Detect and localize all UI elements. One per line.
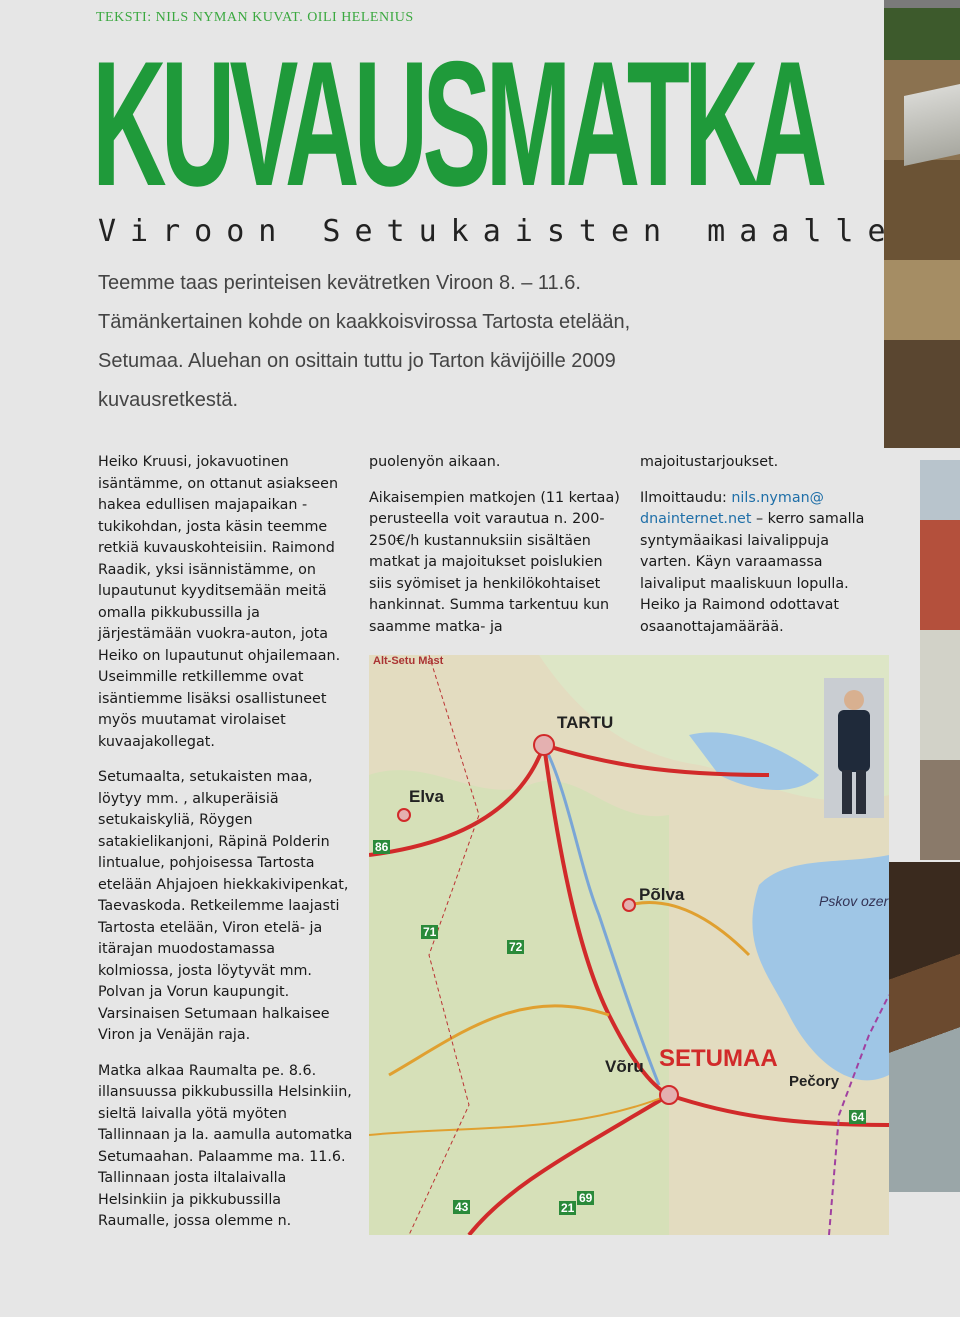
road-number: 71 xyxy=(423,925,437,939)
body-paragraph: puolenyön aikaan. xyxy=(369,454,501,470)
article-subtitle: Viroon Setukaisten maalle xyxy=(98,214,900,249)
article-credits: TEKSTI: NILS NYMAN KUVAT. OILI HELENIUS xyxy=(96,10,414,25)
map-label-lake: Pskov ozer xyxy=(819,893,889,909)
map-label-top: Alt-Setu Mast xyxy=(373,655,444,667)
road-number: 72 xyxy=(509,940,523,954)
body-paragraph: Aikaisempien matkojen (11 kertaa) perusteella voit varautua n. 200-250€/h kustannuksiin sisältäen matkat ja majoitukset poislukien siis syömiset ja henkilökohtaiset hankinnat. Summa tarkentuu kun saamme matka- ja xyxy=(369,489,620,635)
map-label-pecory: Pečory xyxy=(789,1073,840,1090)
map-graphic xyxy=(369,655,889,1235)
map-label-setumaa: SETUMAA xyxy=(659,1045,778,1072)
body-paragraph: Setumaalta, setukaisten maa, löytyy mm. , alkuperäisiä setukaiskyliä, Röygen satakielikanjoni, Räpinä Polderin lintualue, pohjoisessa Tartosta etelään Ahjajoen hiekkakivipenkat, Taevaskoda. Retkeilemme laajasti Tartosta etelään, Viron etelä- ja itärajan muodostamassa kolmiossa, josta löytyvät mm. Polvan ja Vorun kaupungit. Varsinaisen Setumaan halkaisee Viron ja Venäjän raja. xyxy=(98,769,349,1043)
road-number: 86 xyxy=(375,840,389,854)
intro-line: Tämänkertainen kohde on kaakkoisvirossa Tartosta etelään, xyxy=(98,311,631,333)
intro-line: Setumaa. Aluehan on osittain tuttu jo Tarton kävijöille 2009 xyxy=(98,350,616,372)
photo-building xyxy=(920,460,960,860)
signup-paragraph xyxy=(640,488,880,639)
person-photo xyxy=(824,678,884,818)
text-column-1 xyxy=(98,452,353,1247)
body-paragraph: Matka alkaa Raumalta pe. 8.6. illansuussa pikkubussilla Helsinkiin, sieltä laivalla yötä myöten Tallinnaan ja la. aamulla automatka Setumaahan. Palaamme ma. 11.6. Tallinnaan josta iltalaivalla Helsinkiin ja pikkubussilla Raumalle, jossa olemme n. xyxy=(98,1062,353,1229)
text-column-3 xyxy=(640,452,880,652)
map-label-polva: Põlva xyxy=(639,885,685,904)
road-number: 69 xyxy=(579,1191,593,1205)
article-title: KUVAUSMATKA xyxy=(92,24,822,223)
signup-lead: Ilmoittaudu: xyxy=(640,489,732,506)
intro-paragraph xyxy=(98,264,698,420)
region-map xyxy=(369,655,889,1235)
intro-line: kuvausretkestä. xyxy=(98,389,239,411)
road-number: 21 xyxy=(561,1201,575,1215)
text-column-2 xyxy=(369,452,624,652)
map-label-tartu: TARTU xyxy=(557,713,614,732)
intro-line: Teemme taas perinteisen kevätretken Viroon 8. – 11.6. xyxy=(98,272,581,294)
body-paragraph: majoitustarjoukset. xyxy=(640,454,779,470)
map-label-elva: Elva xyxy=(409,787,444,806)
road-number: 64 xyxy=(851,1110,865,1124)
map-label-voru: Võru xyxy=(605,1057,644,1076)
email-link[interactable]: nils.nyman@ dnainternet.net xyxy=(640,489,824,527)
road-number: 43 xyxy=(455,1200,469,1214)
body-paragraph: Heiko Kruusi, jokavuotinen isäntämme, on ottanut asiakseen hakea edullisen majapaikan - tukikohdan, josta käsin teemme retkiä kuvauskohteisiin. Raimond Raadik, yksi isännistämme, on lupautunut kyyditsemään meitä omalla pikkubussilla ja järjestämään vuokra-auton, jota Heiko on lupautunut ohjailemaan. Useimmille retkillemme ovat isäntiemme lisäksi osallistuneet myös muutamat virolaiset kuvaajakollegat. xyxy=(98,454,341,750)
signup-tail: – kerro samalla syntymäaikasi laivalippuja varten. Käyn varaamassa laivaliput maaliskuun lopulla. Heiko ja Raimond odottavat osaanottajamäärää. xyxy=(640,511,865,635)
